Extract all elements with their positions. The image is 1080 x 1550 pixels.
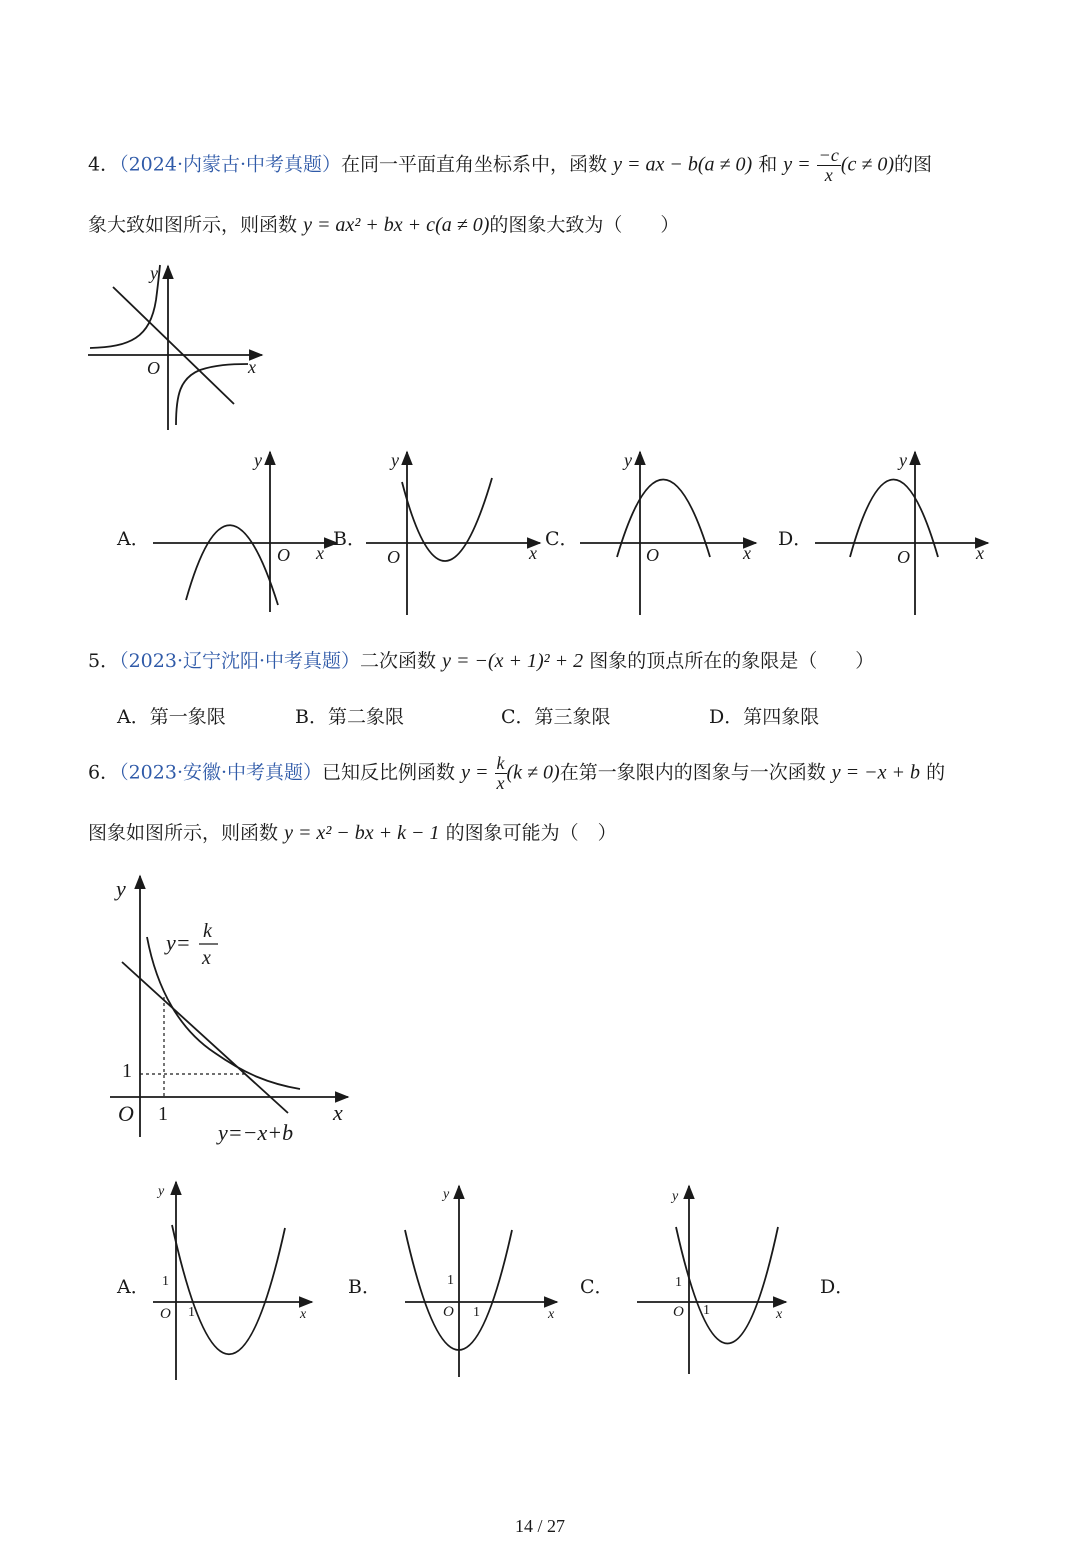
q6-main-curve-den: x [202,947,211,969]
q6b-y-one: 1 [447,1273,454,1288]
q4-func2-y: y = [783,153,811,176]
q6-func1-y: y = [461,761,489,784]
q6-line2-b: 的图象可能为（ ） [445,822,617,844]
q6-main-x-one: 1 [158,1103,168,1125]
q6-cond1: (k ≠ 0) [506,761,560,784]
q4-number: 4． [88,153,120,176]
q4d-x-label: x [976,543,984,563]
q6a-parabola [172,1225,285,1354]
q6c-y-one: 1 [675,1275,682,1290]
q6-func1-num: k [496,753,505,773]
q6a-x-one: 1 [188,1305,195,1320]
q6c-y-label: y [672,1189,679,1204]
q5-option-a[interactable]: A．第一象限 [117,706,226,728]
q4-line2-b: 的图象大致为（ ） [489,214,680,236]
q4-option-b[interactable]: B． [333,528,366,550]
q6-text-a: 已知反比例函数 [322,761,456,784]
q4-cond3: (a ≠ 0) [435,214,490,236]
q5-option-d[interactable]: D．第四象限 [709,706,820,728]
q6-graph-a [153,1182,312,1380]
q6-main-graph [110,876,348,1137]
q4-option-c[interactable]: C． [545,528,579,550]
q6-main-curve-label: y= [166,930,191,955]
q6b-origin: O [443,1304,454,1320]
q6a-y-one: 1 [162,1274,169,1289]
q4a-x-label: x [316,543,324,563]
q4d-origin: O [897,547,910,567]
q4-source: （2024·内蒙古·中考真题） [119,153,342,176]
q4a-parabola [186,525,278,605]
q5-func: y = −(x + 1)² + 2 [442,650,584,672]
q6-option-a[interactable]: A． [117,1276,150,1298]
q4-cond1: (a ≠ 0) [697,153,753,176]
q4-func3: y = ax² + bx + c [303,214,436,236]
q4-main-line [113,287,234,404]
q6-line2-a: 图象如图所示，则函数 [88,822,279,844]
q6-main-hyperbola [147,937,300,1089]
q6-text-b: 在第一象限内的图象与一次函数 [559,761,826,784]
q4-text-b: 的图 [894,153,933,176]
q4-graph-d [815,452,988,615]
q4-text-a: 在同一平面直角坐标系中，函数 [341,153,608,176]
q4-graph-b [366,452,540,615]
q6b-x-one: 1 [473,1305,480,1320]
q5-source: （2023·辽宁沈阳·中考真题） [119,650,361,672]
q4-graph-c [580,452,756,615]
q4-and: 和 [758,153,778,176]
q6a-y-label: y [158,1184,165,1199]
q4-option-a[interactable]: A． [117,528,150,550]
q6-text-c: 的 [926,761,946,784]
q5-option-b[interactable]: B．第二象限 [295,706,404,728]
q4-cond2: (c ≠ 0) [840,153,894,176]
q6b-x-label: x [548,1307,555,1322]
q4-func2-den: x [824,164,833,185]
q4-main-x-label: x [248,357,256,377]
q5-text-b: 图象的顶点所在的象限是（ ） [589,650,875,672]
q6-option-b[interactable]: B． [348,1276,381,1298]
q4-main-origin: O [147,358,160,378]
q4-main-y-label: y [150,263,158,283]
q5-text-a: 二次函数 [360,650,437,672]
q6b-y-label: y [443,1187,450,1202]
q4-graph-a [153,452,337,612]
q6-main-y-label: y [116,876,126,901]
q4c-origin: O [646,545,659,565]
q6-option-c[interactable]: C． [580,1276,614,1298]
page-number: 14 / 27 [514,1516,565,1536]
q6c-parabola [676,1227,778,1344]
q6-main-y-one: 1 [122,1060,132,1082]
q6c-x-one: 1 [703,1303,710,1318]
q6-main-line [122,962,288,1113]
q4c-x-label: x [743,543,751,563]
q5-number: 5． [88,650,120,672]
q4b-x-label: x [529,543,537,563]
q4b-origin: O [387,547,400,567]
q4b-parabola [402,478,492,561]
q6-main-origin: O [118,1101,134,1126]
q4-option-d[interactable]: D． [778,528,813,550]
q6-func3: y = x² − bx + k − 1 [284,822,440,844]
q6a-origin: O [160,1306,171,1322]
q4-func2-num: −c [818,145,839,165]
q6-number: 6． [88,761,120,784]
q6-graph-c [637,1186,786,1374]
q6c-origin: O [673,1304,684,1320]
q4d-y-label: y [899,450,907,470]
q6a-x-label: x [300,1307,307,1322]
q6-graph-b [405,1186,557,1377]
q4-main-graph [88,265,262,430]
q4a-origin: O [277,545,290,565]
q6-func2: y = −x + b [831,761,921,784]
q4-line2-a: 象大致如图所示，则函数 [88,214,298,236]
q4a-y-label: y [254,450,262,470]
q5-option-c[interactable]: C．第三象限 [501,706,611,728]
q6-source: （2023·安徽·中考真题） [119,761,323,784]
q4d-parabola [850,480,938,558]
q4-func1: y = ax − b [613,153,698,176]
q4c-parabola [617,480,710,558]
q6-main-x-label: x [333,1100,343,1125]
q4-main-hyperbola-right [176,364,248,425]
q6-option-d[interactable]: D． [820,1276,855,1298]
q6c-x-label: x [776,1307,783,1322]
q6-main-curve-num: k [203,920,212,942]
q6-main-line-label: y=−x+b [218,1120,294,1145]
q6-func1-den: x [496,772,505,793]
q4b-y-label: y [391,450,399,470]
q4c-y-label: y [624,450,632,470]
